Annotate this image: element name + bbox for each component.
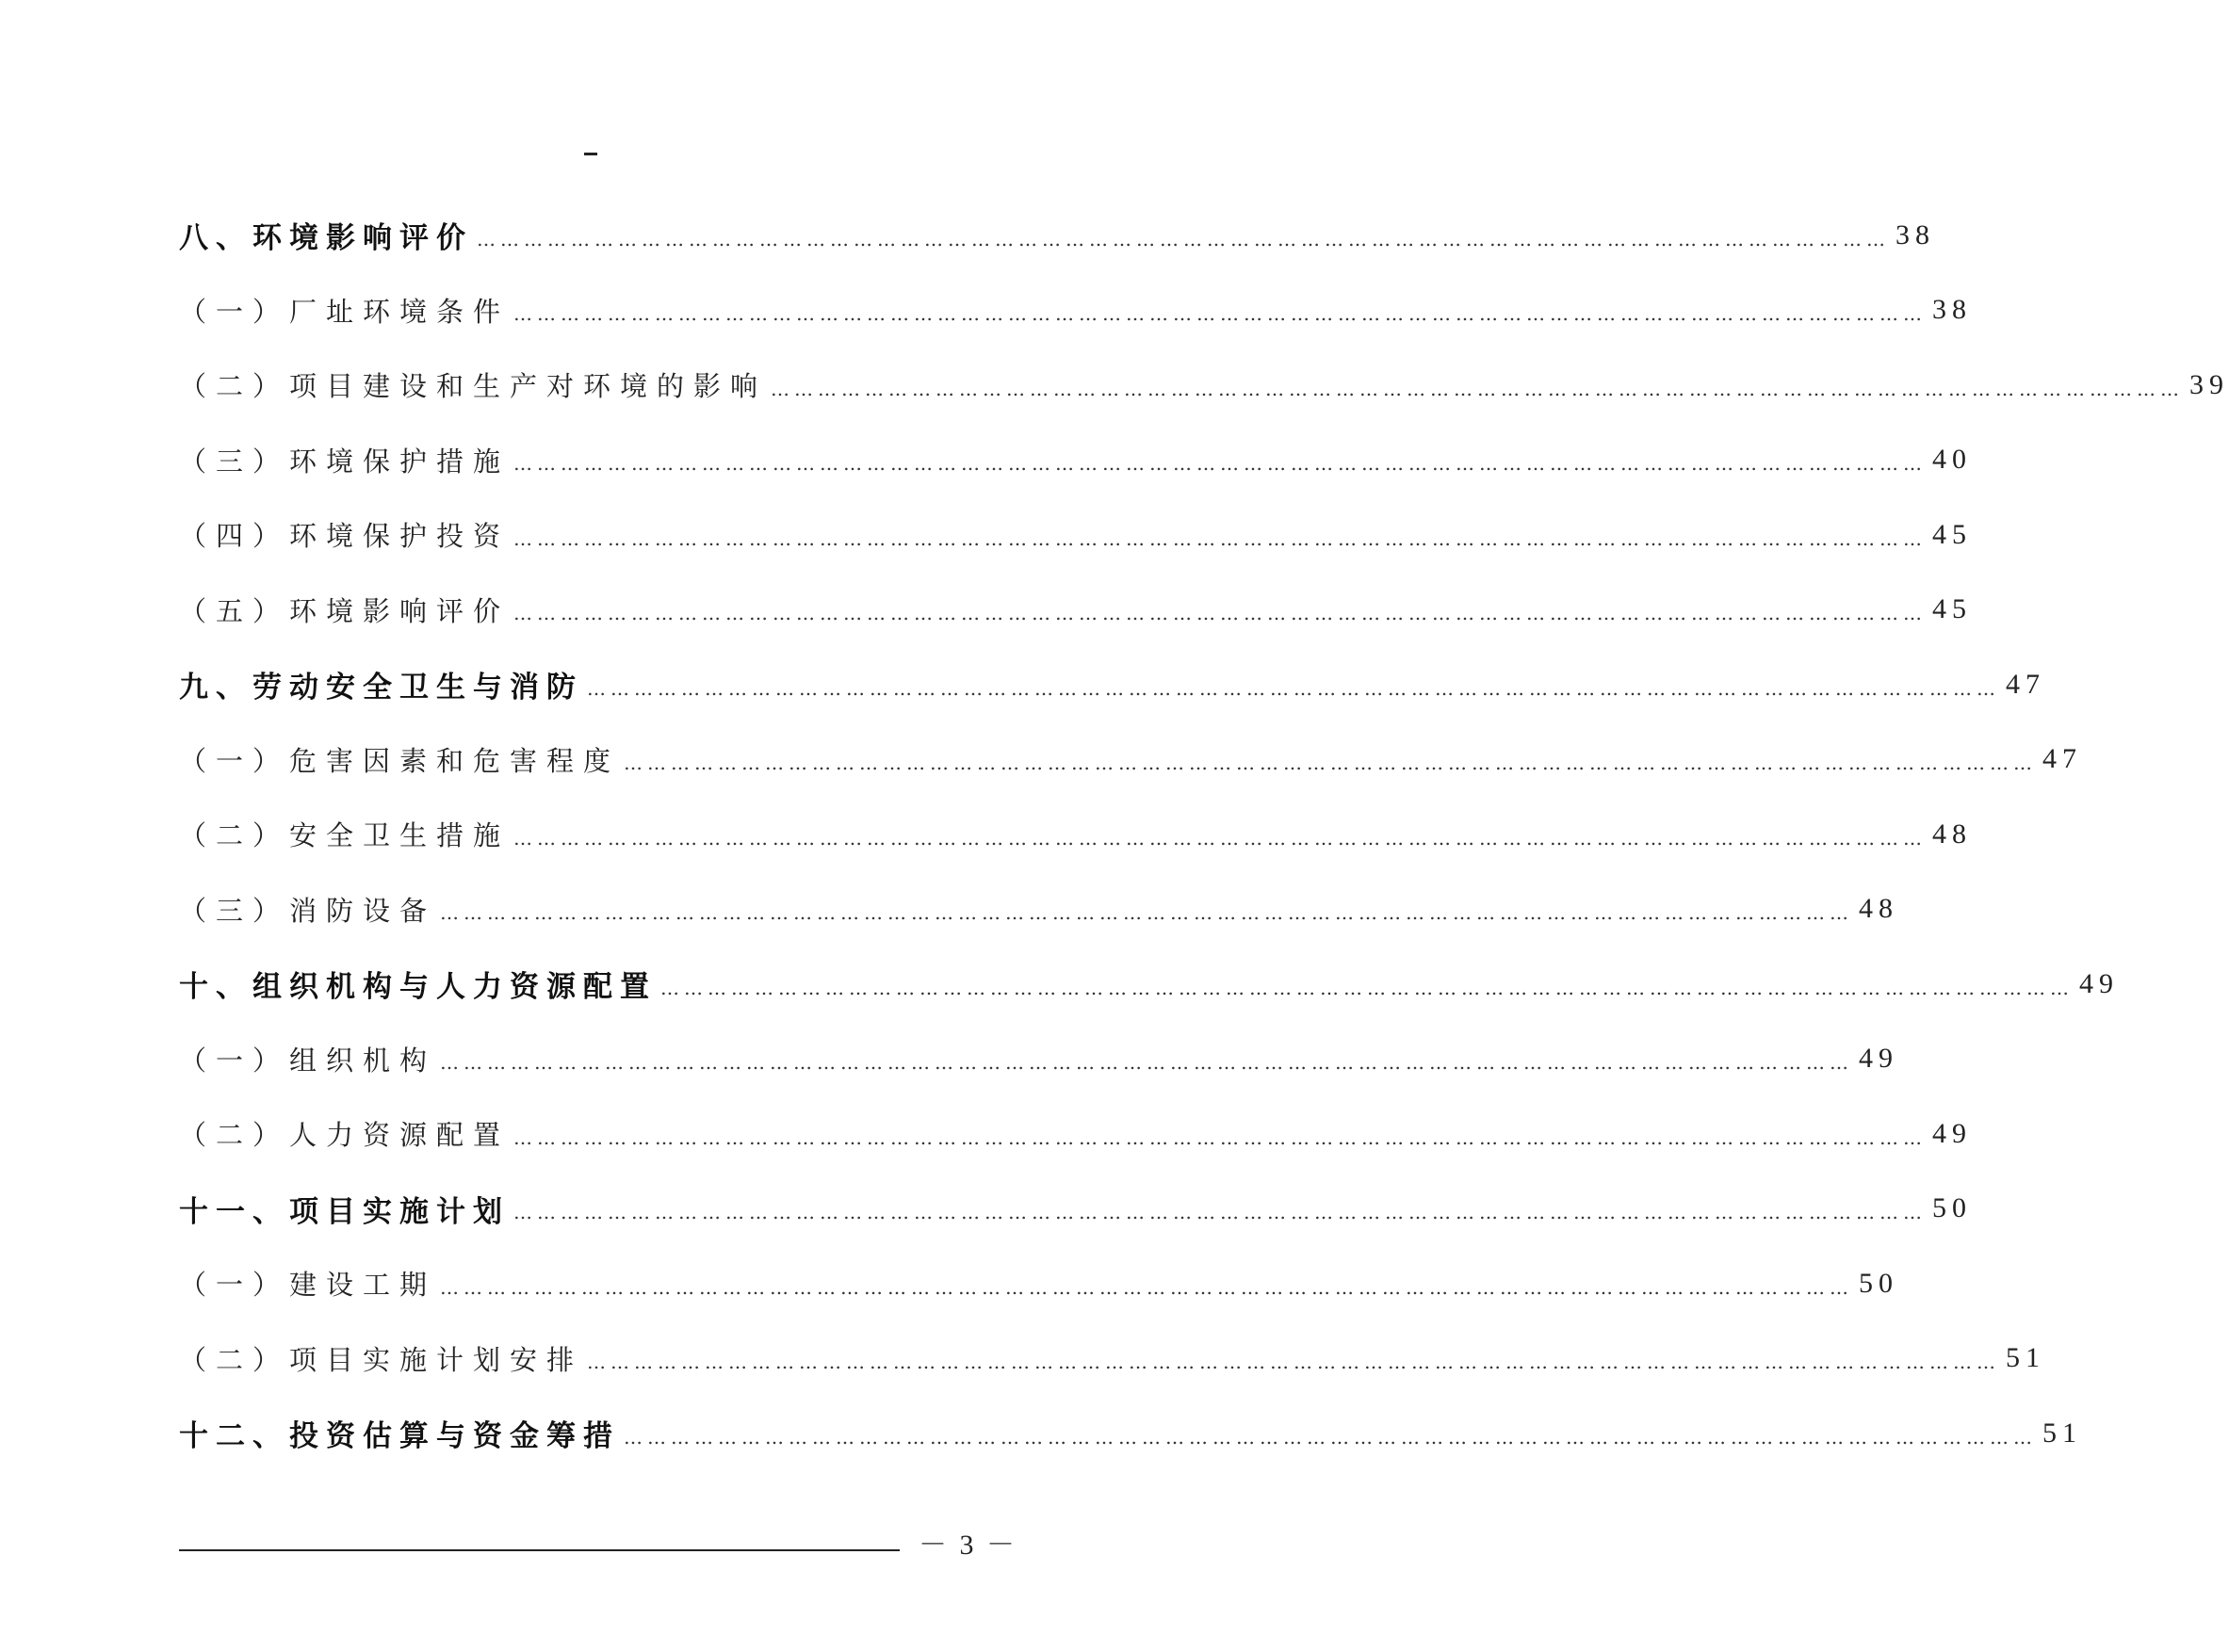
toc-dot-leader: ……………………………………………………………………………………………………………………………………………………………… — [771, 377, 2185, 400]
toc-entry-page: 38 — [1932, 294, 1973, 326]
toc-section-entry[interactable] — [179, 1022, 1899, 1097]
toc-entry-label: （三）消防设备 — [179, 894, 437, 927]
toc-dot-leader: ……………………………………………………………………………………………………………………………………………………………… — [587, 1351, 2001, 1374]
toc-section-entry[interactable] — [179, 1246, 1899, 1321]
footer-rule — [179, 1549, 900, 1551]
toc-section-entry[interactable] — [179, 273, 1973, 348]
toc-dot-leader: ……………………………………………………………………………………………………………………………………………………………… — [440, 901, 1854, 925]
toc-entry-page: 48 — [1859, 893, 1899, 925]
toc-dot-leader: ……………………………………………………………………………………………………………………………………………………………… — [513, 1201, 1927, 1224]
toc-entry-label: （一）建设工期 — [179, 1269, 437, 1302]
toc-dot-leader: ……………………………………………………………………………………………………………………………………………………………… — [513, 302, 1928, 326]
toc-entry-label: 八、环境影响评价 — [179, 221, 473, 256]
toc-entry-label: （一）危害因素和危害程度 — [179, 744, 621, 777]
toc-entry-page: 51 — [2006, 1342, 2046, 1374]
toc-entry-label: （二）项目实施计划安排 — [179, 1343, 584, 1376]
toc-dot-leader: ……………………………………………………………………………………………………………………………………………………………… — [624, 752, 2038, 775]
toc-dot-leader: ……………………………………………………………………………………………………………………………………………………………… — [440, 1051, 1854, 1075]
toc-entry-label: （二）项目建设和生产对环境的影响 — [179, 370, 768, 403]
toc-entry-label: （一）厂址环境条件 — [179, 295, 511, 328]
toc-dot-leader: ……………………………………………………………………………………………………………………………………………………………… — [513, 452, 1928, 476]
toc-entry-page: 38 — [1895, 219, 1935, 251]
toc-entry-label: 十一、项目实施计划 — [179, 1194, 510, 1229]
toc-chapter-entry[interactable] — [179, 198, 1935, 273]
toc-entry-label: （五）环境影响评价 — [179, 594, 511, 627]
toc-section-entry[interactable] — [179, 1096, 1973, 1172]
toc-chapter-entry[interactable] — [179, 647, 2045, 722]
toc-chapter-entry[interactable] — [179, 947, 2119, 1022]
toc-entry-page: 49 — [2079, 967, 2119, 999]
toc-dot-leader: ……………………………………………………………………………………………………………………………………………………………… — [513, 526, 1928, 550]
toc-entry-page: 45 — [1932, 593, 1973, 625]
toc-dot-leader: ……………………………………………………………………………………………………………………………………………………………… — [513, 602, 1928, 625]
toc-dot-leader: ……………………………………………………………………………………………………………………………………………………………… — [660, 976, 2074, 999]
toc-dot-leader: ……………………………………………………………………………………………………………………………………………………………… — [513, 1126, 1928, 1149]
toc-entry-page: 49 — [1932, 1117, 1973, 1149]
toc-entry-page: 51 — [2042, 1417, 2082, 1449]
toc-section-entry[interactable] — [179, 872, 1899, 947]
toc-entry-label: （四）环境保护投资 — [179, 520, 511, 553]
page-number: － 3 － — [919, 1530, 1017, 1561]
toc-entry-label: 十、组织机构与人力资源配置 — [179, 970, 657, 1005]
toc-section-entry[interactable] — [179, 722, 2083, 798]
toc-entry-label: （一）组织机构 — [179, 1044, 437, 1077]
toc-entry-label: 十二、投资估算与资金筹措 — [179, 1419, 620, 1454]
toc-section-entry[interactable] — [179, 573, 1973, 648]
toc-dot-leader: ……………………………………………………………………………………………………………………………………………………………… — [587, 676, 2000, 700]
table-of-contents — [179, 198, 2229, 1471]
toc-entry-label: （二）安全卫生措施 — [179, 819, 511, 852]
toc-chapter-entry[interactable] — [179, 1396, 2082, 1471]
toc-chapter-entry[interactable] — [179, 1172, 1972, 1247]
toc-entry-page: 45 — [1932, 518, 1973, 550]
toc-dot-leader: ……………………………………………………………………………………………………………………………………………………………… — [440, 1275, 1854, 1299]
toc-entry-page: 39 — [2189, 368, 2229, 400]
toc-entry-page: 40 — [1932, 444, 1973, 476]
toc-section-entry[interactable] — [179, 797, 1973, 872]
toc-entry-label: 九、劳动安全卫生与消防 — [179, 671, 583, 705]
toc-dot-leader: ……………………………………………………………………………………………………………………………………………………………… — [513, 826, 1928, 850]
toc-dot-leader: ……………………………………………………………………………………………………………………………………………………………… — [477, 227, 1890, 251]
toc-dot-leader: ……………………………………………………………………………………………………………………………………………………………… — [624, 1425, 2037, 1449]
toc-entry-page: 48 — [1932, 818, 1973, 850]
toc-section-entry[interactable] — [179, 497, 1973, 573]
toc-entry-page: 49 — [1859, 1043, 1899, 1075]
toc-section-entry[interactable] — [179, 423, 1973, 498]
toc-entry-page: 50 — [1932, 1192, 1972, 1224]
toc-section-entry[interactable] — [179, 1321, 2046, 1397]
toc-entry-label: （二）人力资源配置 — [179, 1119, 511, 1152]
toc-entry-page: 50 — [1859, 1267, 1899, 1299]
toc-entry-label: （三）环境保护措施 — [179, 445, 511, 478]
toc-entry-page: 47 — [2042, 743, 2083, 775]
toc-section-entry[interactable] — [179, 348, 2229, 423]
toc-entry-page: 47 — [2006, 668, 2045, 700]
top-mark — [584, 153, 597, 155]
